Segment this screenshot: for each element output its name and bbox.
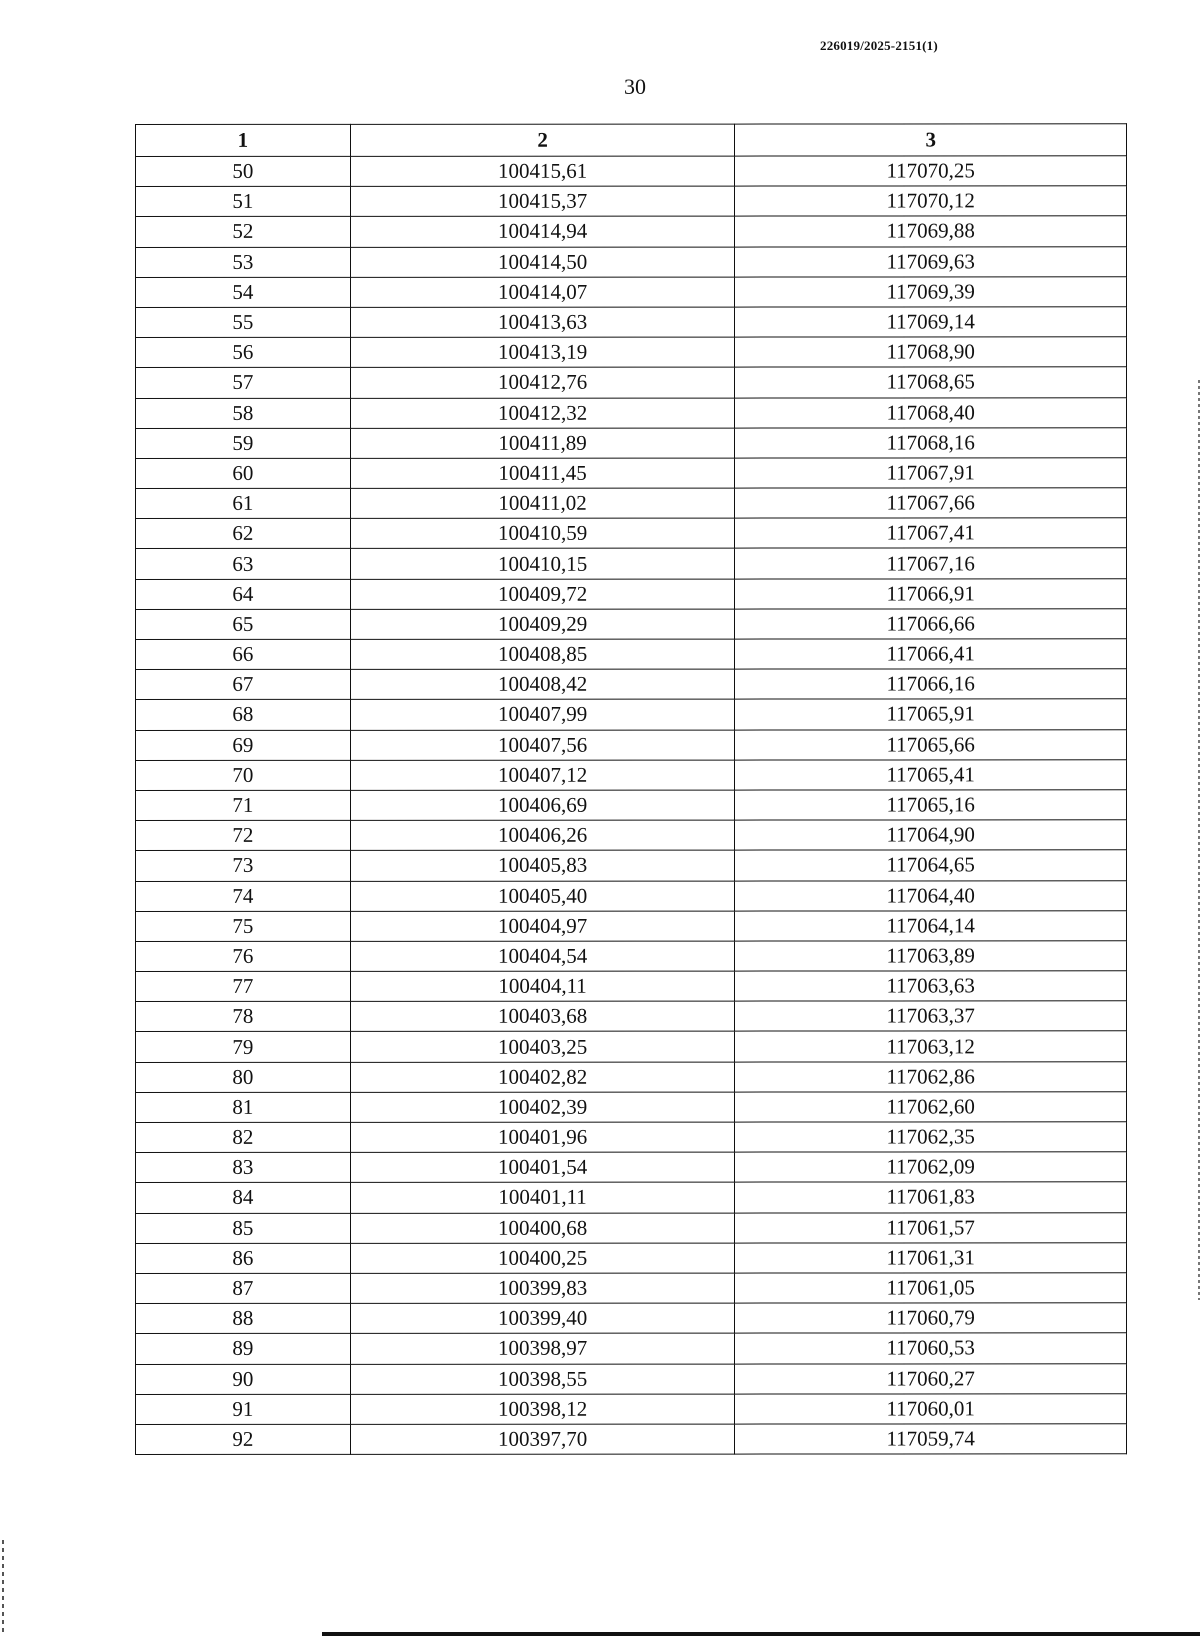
y-coordinate-cell: 117068,40	[735, 397, 1127, 427]
table-row	[136, 669, 1127, 700]
point-number-cell: 55	[136, 307, 351, 337]
y-coordinate-cell: 117063,63	[735, 971, 1127, 1001]
column-header-1: 1	[136, 124, 351, 156]
point-number-cell: 52	[136, 217, 351, 247]
table-row	[136, 1182, 1127, 1213]
point-number-cell: 59	[136, 428, 351, 458]
x-coordinate-cell: 100414,94	[350, 216, 735, 246]
y-coordinate-cell: 117065,41	[735, 760, 1127, 790]
y-coordinate-cell: 117061,57	[735, 1212, 1127, 1242]
table-row	[136, 246, 1127, 277]
table-row	[136, 307, 1127, 338]
y-coordinate-cell: 117064,90	[735, 820, 1127, 850]
scan-bottom-bar	[322, 1632, 1200, 1636]
y-coordinate-cell: 117068,65	[735, 367, 1127, 397]
x-coordinate-cell: 100412,76	[350, 367, 735, 397]
scan-edge-marks-left	[2, 1540, 4, 1636]
y-coordinate-cell: 117062,60	[735, 1092, 1127, 1122]
point-number-cell: 92	[136, 1424, 351, 1454]
y-coordinate-cell: 117069,63	[735, 246, 1127, 276]
y-coordinate-cell: 117060,53	[735, 1333, 1127, 1363]
point-number-cell: 65	[136, 609, 351, 639]
x-coordinate-cell: 100406,26	[350, 820, 735, 850]
point-number-cell: 50	[136, 156, 351, 186]
x-coordinate-cell: 100413,19	[350, 337, 735, 367]
x-coordinate-cell: 100405,40	[350, 881, 735, 911]
y-coordinate-cell: 117064,65	[735, 850, 1127, 880]
x-coordinate-cell: 100404,11	[350, 971, 735, 1001]
table-row	[136, 337, 1127, 368]
point-number-cell: 53	[136, 247, 351, 277]
x-coordinate-cell: 100415,61	[350, 156, 735, 186]
point-number-cell: 83	[136, 1153, 351, 1183]
y-coordinate-cell: 117067,91	[735, 458, 1127, 488]
x-coordinate-cell: 100405,83	[350, 850, 735, 880]
point-number-cell: 76	[136, 941, 351, 971]
table-row	[136, 729, 1127, 760]
point-number-cell: 74	[136, 881, 351, 911]
point-number-cell: 85	[136, 1213, 351, 1243]
point-number-cell: 61	[136, 488, 351, 518]
x-coordinate-cell: 100401,54	[350, 1152, 735, 1182]
table-header-row	[136, 124, 1127, 157]
y-coordinate-cell: 117060,27	[735, 1363, 1127, 1393]
table-row	[136, 609, 1127, 640]
x-coordinate-cell: 100397,70	[350, 1424, 735, 1454]
point-number-cell: 71	[136, 790, 351, 820]
table-row	[136, 427, 1127, 458]
point-number-cell: 91	[136, 1394, 351, 1424]
table-row	[136, 186, 1127, 217]
y-coordinate-cell: 117063,37	[735, 1001, 1127, 1031]
table-row	[136, 578, 1127, 609]
point-number-cell: 87	[136, 1273, 351, 1303]
point-number-cell: 67	[136, 670, 351, 700]
point-number-cell: 88	[136, 1303, 351, 1333]
point-number-cell: 70	[136, 760, 351, 790]
coordinates-table	[135, 123, 1127, 1455]
table-row	[136, 971, 1127, 1002]
x-coordinate-cell: 100410,15	[350, 549, 735, 579]
point-number-cell: 89	[136, 1334, 351, 1364]
table-row	[136, 1243, 1127, 1274]
table-row	[136, 397, 1127, 428]
y-coordinate-cell: 117066,41	[735, 639, 1127, 669]
table-row	[136, 941, 1127, 972]
y-coordinate-cell: 117064,14	[735, 910, 1127, 940]
page-number: 30	[624, 74, 646, 99]
table-row	[136, 1031, 1127, 1062]
y-coordinate-cell: 117064,40	[735, 880, 1127, 910]
y-coordinate-cell: 117070,12	[735, 186, 1127, 216]
y-coordinate-cell: 117067,66	[735, 488, 1127, 518]
column-header-2: 2	[350, 124, 735, 156]
point-number-cell: 51	[136, 187, 351, 217]
y-coordinate-cell: 117066,16	[735, 669, 1127, 699]
point-number-cell: 79	[136, 1032, 351, 1062]
table-row	[136, 820, 1127, 851]
x-coordinate-cell: 100403,68	[350, 1001, 735, 1031]
table-row	[136, 367, 1127, 398]
x-coordinate-cell: 100411,02	[350, 488, 735, 518]
x-coordinate-cell: 100409,72	[350, 579, 735, 609]
x-coordinate-cell: 100413,63	[350, 307, 735, 337]
point-number-cell: 64	[136, 579, 351, 609]
y-coordinate-cell: 117068,90	[735, 337, 1127, 367]
point-number-cell: 66	[136, 639, 351, 669]
point-number-cell: 78	[136, 1002, 351, 1032]
y-coordinate-cell: 117063,12	[735, 1031, 1127, 1061]
y-coordinate-cell: 117062,35	[735, 1122, 1127, 1152]
y-coordinate-cell: 117069,88	[735, 216, 1127, 246]
table-row	[136, 1393, 1127, 1424]
x-coordinate-cell: 100412,32	[350, 398, 735, 428]
point-number-cell: 54	[136, 277, 351, 307]
x-coordinate-cell: 100399,40	[350, 1303, 735, 1333]
y-coordinate-cell: 117060,79	[735, 1303, 1127, 1333]
table-row	[136, 1092, 1127, 1123]
point-number-cell: 60	[136, 458, 351, 488]
table-row	[136, 850, 1127, 881]
table-row	[136, 1363, 1127, 1394]
x-coordinate-cell: 100407,56	[350, 730, 735, 760]
y-coordinate-cell: 117063,89	[735, 941, 1127, 971]
x-coordinate-cell: 100398,55	[350, 1364, 735, 1394]
point-number-cell: 86	[136, 1243, 351, 1273]
y-coordinate-cell: 117062,86	[735, 1061, 1127, 1091]
y-coordinate-cell: 117067,16	[735, 548, 1127, 578]
x-coordinate-cell: 100414,50	[350, 247, 735, 277]
y-coordinate-cell: 117061,31	[735, 1243, 1127, 1273]
x-coordinate-cell: 100410,59	[350, 518, 735, 548]
table-row	[136, 639, 1127, 670]
x-coordinate-cell: 100404,54	[350, 941, 735, 971]
y-coordinate-cell: 117066,91	[735, 578, 1127, 608]
point-number-cell: 75	[136, 911, 351, 941]
table-body	[136, 156, 1127, 1455]
x-coordinate-cell: 100406,69	[350, 790, 735, 820]
y-coordinate-cell: 117062,09	[735, 1152, 1127, 1182]
y-coordinate-cell: 117065,66	[735, 729, 1127, 759]
table-row	[136, 1424, 1127, 1455]
point-number-cell: 80	[136, 1062, 351, 1092]
y-coordinate-cell: 117066,66	[735, 609, 1127, 639]
y-coordinate-cell: 117069,14	[735, 307, 1127, 337]
x-coordinate-cell: 100409,29	[350, 609, 735, 639]
x-coordinate-cell: 100402,39	[350, 1092, 735, 1122]
y-coordinate-cell: 117059,74	[735, 1424, 1127, 1454]
point-number-cell: 90	[136, 1364, 351, 1394]
table-row	[136, 790, 1127, 821]
table-row	[136, 1273, 1127, 1304]
x-coordinate-cell: 100398,97	[350, 1333, 735, 1363]
y-coordinate-cell: 117061,83	[735, 1182, 1127, 1212]
document-number: 226019/2025-2151(1)	[820, 38, 938, 53]
point-number-cell: 82	[136, 1122, 351, 1152]
table-row	[136, 488, 1127, 519]
x-coordinate-cell: 100404,97	[350, 911, 735, 941]
table-row	[136, 1001, 1127, 1032]
table-row	[136, 548, 1127, 579]
x-coordinate-cell: 100408,85	[350, 639, 735, 669]
x-coordinate-cell: 100398,12	[350, 1394, 735, 1424]
table-row	[136, 910, 1127, 941]
x-coordinate-cell: 100411,45	[350, 458, 735, 488]
point-number-cell: 69	[136, 730, 351, 760]
table-row	[136, 518, 1127, 549]
x-coordinate-cell: 100400,68	[350, 1213, 735, 1243]
point-number-cell: 57	[136, 368, 351, 398]
point-number-cell: 56	[136, 337, 351, 367]
x-coordinate-cell: 100403,25	[350, 1032, 735, 1062]
y-coordinate-cell: 117065,91	[735, 699, 1127, 729]
y-coordinate-cell: 117065,16	[735, 790, 1127, 820]
table-row	[136, 1212, 1127, 1243]
point-number-cell: 77	[136, 971, 351, 1001]
table-row	[136, 699, 1127, 730]
x-coordinate-cell: 100400,25	[350, 1243, 735, 1273]
y-coordinate-cell: 117060,01	[735, 1393, 1127, 1423]
point-number-cell: 84	[136, 1183, 351, 1213]
x-coordinate-cell: 100399,83	[350, 1273, 735, 1303]
y-coordinate-cell: 117061,05	[735, 1273, 1127, 1303]
x-coordinate-cell: 100414,07	[350, 277, 735, 307]
point-number-cell: 68	[136, 700, 351, 730]
table-row	[136, 1152, 1127, 1183]
table-row	[136, 156, 1127, 187]
x-coordinate-cell: 100402,82	[350, 1062, 735, 1092]
table-row	[136, 880, 1127, 911]
table-row	[136, 458, 1127, 489]
point-number-cell: 63	[136, 549, 351, 579]
x-coordinate-cell: 100411,89	[350, 428, 735, 458]
table-row	[136, 1122, 1127, 1153]
table-row	[136, 1333, 1127, 1364]
y-coordinate-cell: 117069,39	[735, 277, 1127, 307]
table-row	[136, 277, 1127, 308]
y-coordinate-cell: 117070,25	[735, 156, 1127, 186]
x-coordinate-cell: 100401,96	[350, 1122, 735, 1152]
x-coordinate-cell: 100407,12	[350, 760, 735, 790]
x-coordinate-cell: 100401,11	[350, 1182, 735, 1212]
x-coordinate-cell: 100415,37	[350, 186, 735, 216]
y-coordinate-cell: 117067,41	[735, 518, 1127, 548]
point-number-cell: 81	[136, 1092, 351, 1122]
point-number-cell: 73	[136, 851, 351, 881]
x-coordinate-cell: 100408,42	[350, 669, 735, 699]
table-row	[136, 760, 1127, 791]
point-number-cell: 72	[136, 820, 351, 850]
table-row	[136, 1303, 1127, 1334]
table-row	[136, 216, 1127, 247]
column-header-3: 3	[735, 124, 1127, 156]
point-number-cell: 62	[136, 519, 351, 549]
point-number-cell: 58	[136, 398, 351, 428]
y-coordinate-cell: 117068,16	[735, 427, 1127, 457]
table-row	[136, 1061, 1127, 1092]
x-coordinate-cell: 100407,99	[350, 699, 735, 729]
